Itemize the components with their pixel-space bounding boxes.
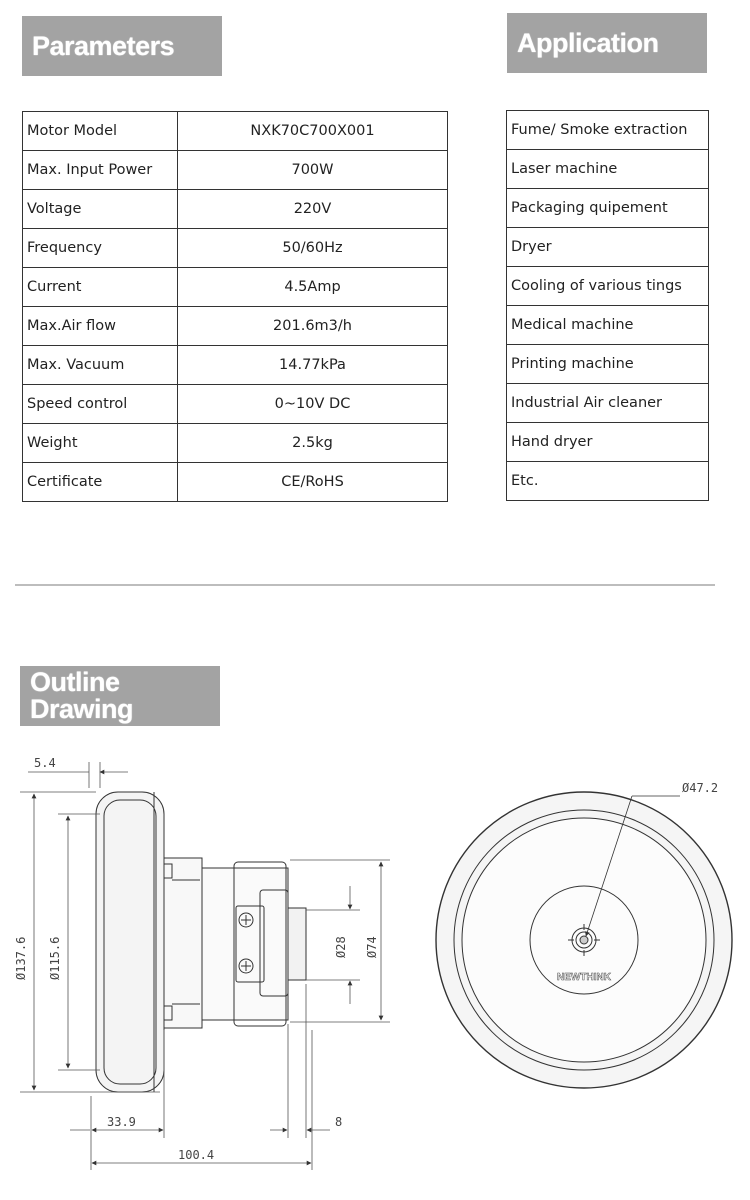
dim-28: Ø28 xyxy=(334,936,348,958)
table-row xyxy=(23,307,448,346)
dim-115-6: Ø115.6 xyxy=(48,936,62,980)
dim-74: Ø74 xyxy=(365,936,379,958)
table-row xyxy=(23,424,448,463)
application-table xyxy=(506,110,709,501)
table-row xyxy=(23,112,448,151)
motor-side-view xyxy=(96,792,306,1092)
table-row xyxy=(507,462,709,501)
param-label: Current xyxy=(23,268,178,307)
param-label: Motor Model xyxy=(23,112,178,151)
application-heading: Application xyxy=(507,13,707,73)
table-row xyxy=(507,345,709,384)
application-item: Hand dryer xyxy=(507,423,709,462)
dim-8: 8 xyxy=(335,1115,343,1129)
application-item: Dryer xyxy=(507,228,709,267)
param-value: 4.5Amp xyxy=(178,268,448,307)
table-row xyxy=(23,151,448,190)
parameters-table xyxy=(22,111,448,502)
table-row xyxy=(23,229,448,268)
param-label: Max.Air flow xyxy=(23,307,178,346)
section-divider xyxy=(15,584,715,586)
param-value: NXK70C700X001 xyxy=(178,112,448,151)
table-row xyxy=(507,384,709,423)
application-item: Packaging quipement xyxy=(507,189,709,228)
table-row xyxy=(507,150,709,189)
table-row xyxy=(23,190,448,229)
application-item: Printing machine xyxy=(507,345,709,384)
param-value: 50/60Hz xyxy=(178,229,448,268)
param-value: CE/RoHS xyxy=(178,463,448,502)
application-item: Laser machine xyxy=(507,150,709,189)
dim-5-4: 5.4 xyxy=(34,756,56,770)
param-label: Voltage xyxy=(23,190,178,229)
table-row xyxy=(23,385,448,424)
dim-137-6: Ø137.6 xyxy=(14,936,28,980)
table-row xyxy=(507,228,709,267)
parameters-heading: Parameters xyxy=(22,16,222,76)
table-row xyxy=(507,111,709,150)
param-value: 0~10V DC xyxy=(178,385,448,424)
param-value: 700W xyxy=(178,151,448,190)
dim-33-9: 33.9 xyxy=(107,1115,136,1129)
table-row xyxy=(23,346,448,385)
table-row xyxy=(507,267,709,306)
application-item: Cooling of various tings xyxy=(507,267,709,306)
dim-100-4: 100.4 xyxy=(178,1148,215,1162)
table-row xyxy=(507,306,709,345)
param-label: Frequency xyxy=(23,229,178,268)
dim-47-2: Ø47.2 xyxy=(682,781,719,795)
motor-front-view xyxy=(436,792,732,1088)
param-label: Certificate xyxy=(23,463,178,502)
param-label: Max. Vacuum xyxy=(23,346,178,385)
param-value: 220V xyxy=(178,190,448,229)
table-row xyxy=(507,423,709,462)
outline-drawing xyxy=(0,740,750,1180)
param-label: Max. Input Power xyxy=(23,151,178,190)
table-row xyxy=(23,268,448,307)
application-item: Medical machine xyxy=(507,306,709,345)
param-value: 2.5kg xyxy=(178,424,448,463)
application-item: Industrial Air cleaner xyxy=(507,384,709,423)
param-label: Speed control xyxy=(23,385,178,424)
outline-drawing-heading: Outline Drawing xyxy=(20,666,220,726)
param-value: 201.6m3/h xyxy=(178,307,448,346)
param-value: 14.77kPa xyxy=(178,346,448,385)
application-item: Fume/ Smoke extraction xyxy=(507,111,709,150)
table-row xyxy=(507,189,709,228)
brand-logo: NEWTHINK xyxy=(557,972,611,983)
param-label: Weight xyxy=(23,424,178,463)
application-item: Etc. xyxy=(507,462,709,501)
table-row xyxy=(23,463,448,502)
